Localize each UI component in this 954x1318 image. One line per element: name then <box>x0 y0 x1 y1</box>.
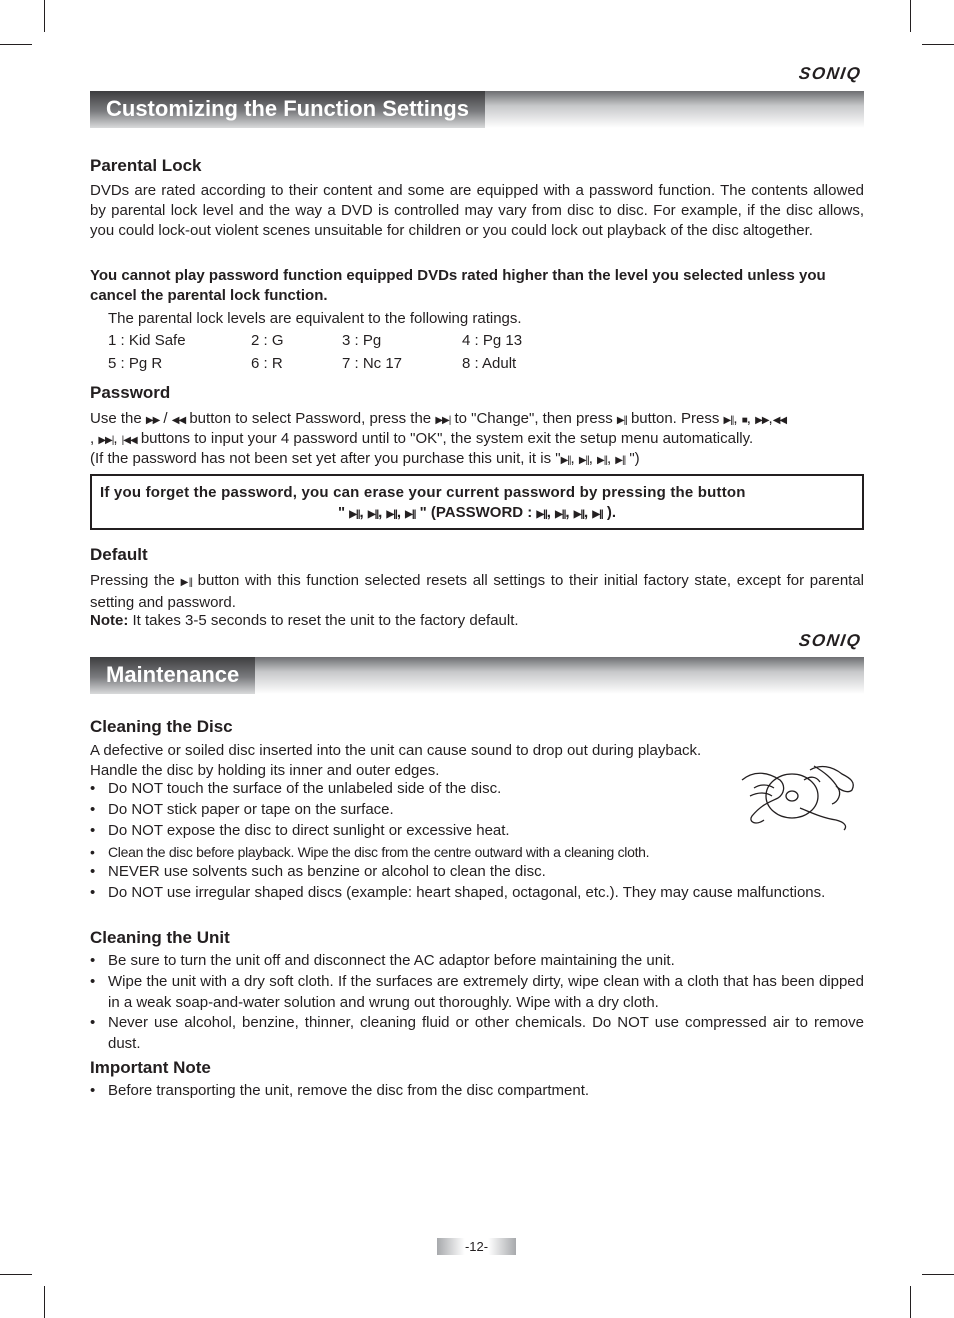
crop-mark <box>44 0 45 32</box>
play-pause-icon: ▶|| <box>560 455 571 466</box>
crop-mark <box>44 1286 45 1318</box>
next-icon: ▶▶| <box>435 415 451 426</box>
list-item <box>90 883 864 904</box>
list-item <box>90 1081 864 1102</box>
parental-lock-heading: Parental Lock <box>90 156 202 175</box>
play-pause-icon: ▶|| <box>536 509 547 520</box>
rewind-icon: ◀◀ <box>772 415 787 426</box>
text-span: ). <box>606 504 617 521</box>
cleaning-disc-line-2: Handle the disc by holding its inner and outer edges. <box>90 762 440 779</box>
default-body <box>90 571 864 613</box>
stop-icon: ■ <box>741 415 747 426</box>
rating-item: 6 : R <box>251 355 283 372</box>
rating-item: 2 : G <box>251 332 284 349</box>
cleaning-disc-heading: Cleaning the Disc <box>90 717 233 736</box>
play-pause-icon: ▶|| <box>573 509 585 520</box>
crop-mark <box>922 1274 954 1275</box>
text-span: (PASSWORD : <box>430 504 533 521</box>
rating-item: 5 : Pg R <box>108 355 163 372</box>
rating-item: 4 : Pg 13 <box>462 332 523 349</box>
play-pause-icon: ▶|| <box>349 509 360 520</box>
text-span: to "Change", then press <box>454 410 613 427</box>
password-line-2: , ▶▶|, |◀◀ buttons to input your 4 password until to "OK", the system exit the setup menu automatically. <box>90 430 754 447</box>
bullet-text: Be sure to turn the unit off and disconnect the AC adaptor before maintaining the unit. <box>108 952 675 969</box>
password-heading: Password <box>90 383 171 402</box>
box-line-2: " ▶||, ▶||, ▶||, ▶|| " (PASSWORD : ▶||, ▶||, ▶||, ▶|| ). <box>337 504 617 521</box>
previous-icon: |◀◀ <box>121 435 137 446</box>
bullet-icon: • <box>90 863 96 880</box>
bullet-icon: • <box>90 884 96 901</box>
rating-item: 7 : Nc 17 <box>342 355 403 372</box>
rating-item: 8 : Adult <box>462 355 517 372</box>
next-icon: ▶▶| <box>98 435 114 446</box>
section-header-bar <box>90 91 864 128</box>
bullet-text: Never use alcohol, benzine, thinner, cleaning fluid or other chemicals. Do NOT use compressed air to remove dust. <box>108 1014 864 1052</box>
bullet-text: Do NOT expose the disc to direct sunlight or excessive heat. <box>108 822 510 839</box>
parental-lock-body: DVDs are rated according to their content and some are equipped with a password function. The contents allowed by parental lock level and the way a DVD is controlled may vary from disc to disc. For example, if the disc allows, you could lock-out violent scenes unsuitable for children or you could lock out playback of the disc altogether. <box>90 182 864 239</box>
play-pause-icon: ▶|| <box>367 509 379 520</box>
play-pause-icon: ▶|| <box>578 455 589 466</box>
section-header-bar <box>90 657 864 694</box>
bullet-text: Do NOT stick paper or tape on the surface. <box>108 801 394 818</box>
list-item <box>90 842 864 863</box>
box-line-1: If you forget the password, you can erase your current password by pressing the button <box>100 484 746 501</box>
crop-mark <box>0 1274 32 1275</box>
cleaning-unit-heading: Cleaning the Unit <box>90 928 230 947</box>
play-pause-icon: ▶|| <box>615 455 626 466</box>
bullet-text: NEVER use solvents such as benzine or alcohol to clean the disc. <box>108 863 546 880</box>
bullet-icon: • <box>90 952 96 969</box>
crop-mark <box>910 1286 911 1318</box>
password-reset-note-box <box>90 474 864 530</box>
play-pause-icon: ▶|| <box>723 415 734 426</box>
text-span: ") <box>629 450 640 467</box>
bullet-icon: • <box>90 801 96 818</box>
bullet-text: Clean the disc before playback. Wipe the disc from the centre outward with a cleaning cloth. <box>108 844 650 860</box>
play-pause-icon: ▶|| <box>180 577 192 588</box>
list-item <box>90 800 864 821</box>
text-span: (If the password has not been set yet after you purchase this unit, it is " <box>90 450 561 467</box>
password-line-1: Use the ▶▶ / ◀◀ button to select Password, press the ▶▶| to "Change", then press ▶|| button. Press ▶||, ■, ▶▶,◀◀ <box>90 410 787 427</box>
text-span: buttons to input your 4 password until to "OK", the system exit the setup menu automatically. <box>140 430 754 447</box>
bullet-icon: • <box>90 973 96 990</box>
section-title: Maintenance <box>90 657 255 694</box>
bullet-icon: • <box>90 780 96 797</box>
list-item <box>90 972 864 1013</box>
text-span: button. Press <box>630 410 720 427</box>
ratings-intro: The parental lock levels are equivalent to the following ratings. <box>108 310 522 327</box>
text-span: Pressing the <box>90 572 175 589</box>
text-span: button with this function selected resets all settings to their initial factory state, except for parental setting and password. <box>90 572 864 611</box>
text-span: Use the <box>90 410 142 427</box>
brand-logo: SONIQ <box>797 64 863 83</box>
text-span: button to select Password, press the <box>189 410 432 427</box>
bullet-icon: • <box>90 1014 96 1031</box>
section-title: Customizing the Function Settings <box>90 91 485 128</box>
bullet-icon: • <box>90 844 95 860</box>
important-note-heading: Important Note <box>90 1058 211 1077</box>
crop-mark <box>910 0 911 32</box>
bullet-text: Wipe the unit with a dry soft cloth. If the surfaces are extremely dirty, wipe clean with a cloth that has been dipped in a weak soap-and-water solution and wrung out thoroughly. Wipe with a dry cloth. <box>108 973 864 1011</box>
list-item <box>90 1013 864 1054</box>
rating-item: 3 : Pg <box>342 332 382 349</box>
list-item <box>90 951 864 972</box>
cleaning-disc-line-1: A defective or soiled disc inserted into the unit can cause sound to drop out during playback. <box>90 742 702 759</box>
note-text: It takes 3-5 seconds to reset the unit to the factory default. <box>132 612 519 629</box>
fast-forward-icon: ▶▶ <box>145 415 160 426</box>
list-item <box>90 821 864 842</box>
bullet-text: Do NOT touch the surface of the unlabeled side of the disc. <box>108 780 502 797</box>
play-pause-icon: ▶|| <box>597 455 607 466</box>
crop-mark <box>0 44 32 45</box>
play-pause-icon: ▶|| <box>386 509 397 520</box>
crop-mark <box>922 44 954 45</box>
password-line-3: (If the password has not been set yet after you purchase this unit, it is "▶||, ▶||, ▶||, ▶|| ") <box>90 450 640 467</box>
note-label: Note: <box>90 612 129 629</box>
bullet-icon: • <box>90 1082 96 1099</box>
parental-lock-warning: You cannot play password function equipped DVDs rated higher than the level you selected unless you cancel the parental lock function. <box>90 267 826 304</box>
rewind-icon: ◀◀ <box>171 415 186 426</box>
play-pause-icon: ▶|| <box>405 509 416 520</box>
play-pause-icon: ▶|| <box>616 415 627 426</box>
list-item <box>90 779 864 800</box>
bullet-text: Do NOT use irregular shaped discs (example: heart shaped, octagonal, etc.). They may cause malfunctions. <box>108 884 826 901</box>
brand-logo: SONIQ <box>797 631 863 650</box>
fast-forward-icon: ▶▶ <box>755 415 769 426</box>
default-heading: Default <box>90 545 148 564</box>
page-number: -12- <box>437 1238 516 1255</box>
play-pause-icon: ▶|| <box>592 509 603 520</box>
play-pause-icon: ▶|| <box>555 509 566 520</box>
bullet-icon: • <box>90 822 96 839</box>
list-item <box>90 862 864 883</box>
bullet-text: Before transporting the unit, remove the disc from the disc compartment. <box>108 1082 590 1099</box>
rating-item: 1 : Kid Safe <box>108 332 186 349</box>
default-note <box>90 611 864 631</box>
